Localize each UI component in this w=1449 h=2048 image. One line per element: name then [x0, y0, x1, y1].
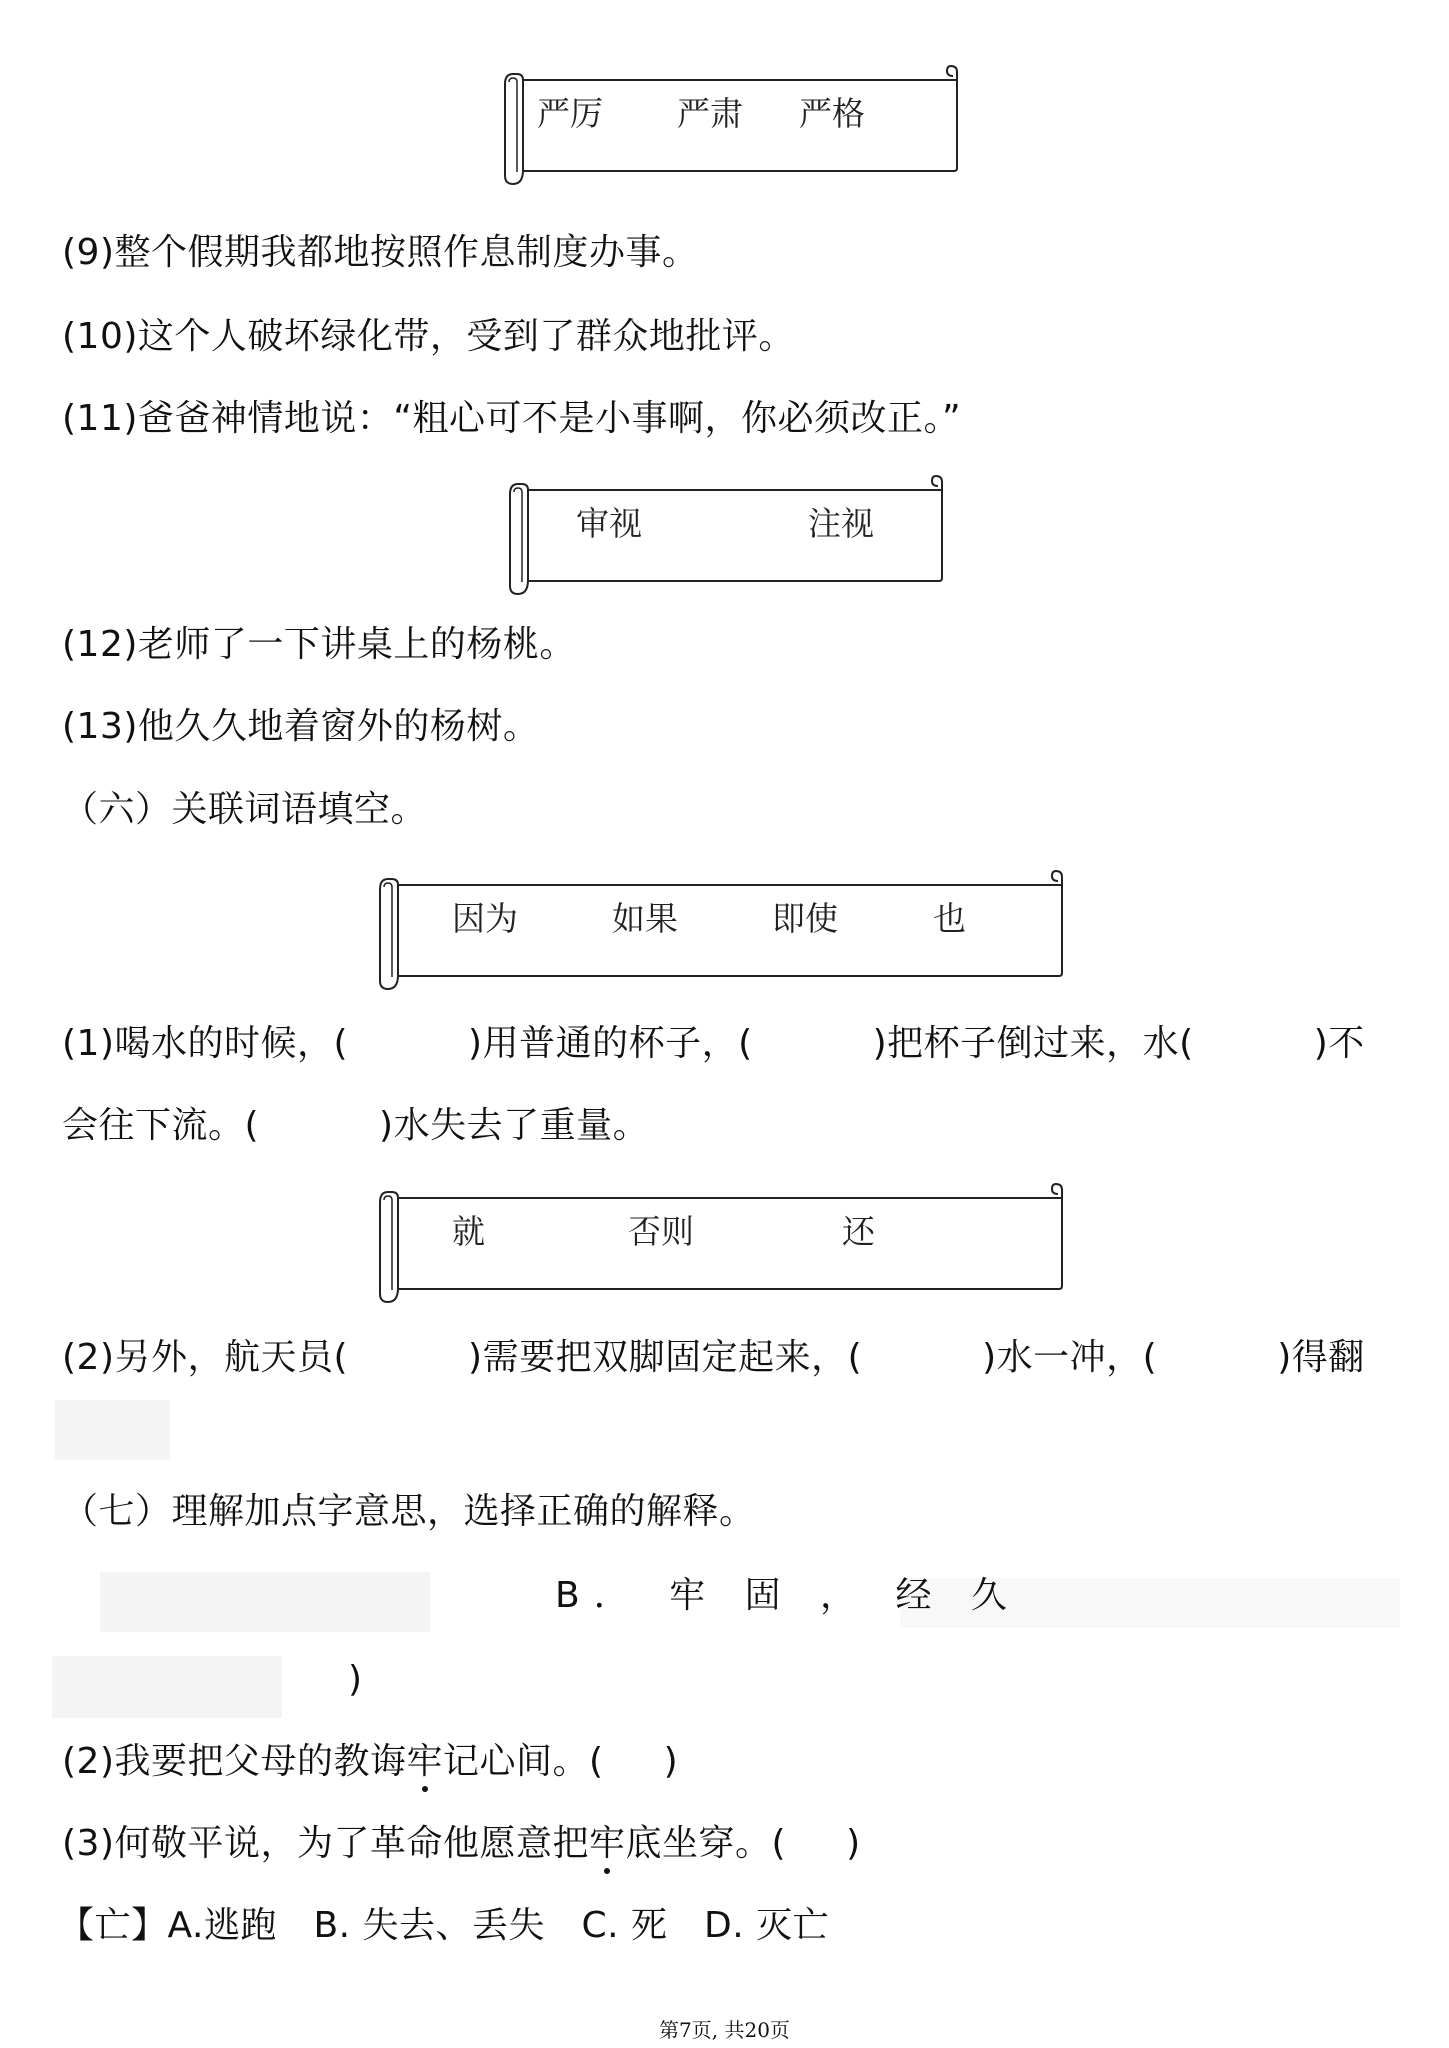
scroll-word: 因为 — [452, 899, 518, 938]
word-scroll-4 — [370, 1178, 1070, 1303]
faded-region — [52, 1656, 282, 1718]
scroll-word: 审视 — [576, 504, 642, 543]
word-scroll-1 — [495, 60, 965, 185]
scroll-word: 就 — [452, 1212, 485, 1251]
question-13: (13)他久久地着窗外的杨树。 — [62, 706, 540, 747]
word-scroll-3 — [370, 865, 1070, 990]
scroll-word: 也 — [933, 899, 966, 938]
dot-question-3: (3)何敬平说，为了革命他愿意把牢底坐穿。( ) — [62, 1820, 861, 1868]
conjunction-question-1-line1: (1)喝水的时候，( )用普通的杯子，( )把杯子倒过来，水( )不 — [62, 1023, 1365, 1064]
question-10: (10)这个人破坏绿化带，受到了群众地批评。 — [62, 316, 795, 357]
scroll-word: 严厉 — [537, 94, 603, 133]
question-9: (9)整个假期我都地按照作息制度办事。 — [62, 232, 699, 273]
question-12: (12)老师了一下讲桌上的杨桃。 — [62, 624, 576, 665]
section-7-title: （七）理解加点字意思，选择正确的解释。 — [62, 1491, 756, 1532]
dotted-character: 牢 — [589, 1820, 626, 1868]
scroll-word: 否则 — [628, 1212, 694, 1251]
scroll-word: 即使 — [772, 899, 838, 938]
closing-paren: ) — [348, 1659, 363, 1700]
section-6-title: （六）关联词语填空。 — [62, 789, 428, 830]
scroll-word: 严肃 — [677, 94, 743, 133]
dot-question-2: (2)我要把父母的教诲牢记心间。( ) — [62, 1738, 678, 1786]
scroll-word: 还 — [842, 1212, 875, 1251]
wang-options: 【亡】A.逃跑 B. 失去、丢失 C. 死 D. 灭亡 — [58, 1905, 830, 1946]
option-b: B． 牢 固 ， 经 久 — [555, 1575, 1021, 1616]
conjunction-question-2: (2)另外，航天员( )需要把双脚固定起来，( )水一冲，( )得翻 — [62, 1337, 1365, 1378]
page-footer: 第7页, 共20页 — [659, 2018, 790, 2042]
scroll-word: 严格 — [799, 94, 865, 133]
word-scroll-2 — [500, 470, 950, 595]
faded-region — [55, 1400, 170, 1460]
scroll-word: 如果 — [612, 899, 678, 938]
faded-region — [100, 1572, 430, 1632]
conjunction-question-1-line2: 会往下流。( )水失去了重量。 — [62, 1105, 650, 1146]
dotted-character: 牢 — [407, 1738, 444, 1786]
scroll-word: 注视 — [808, 504, 874, 543]
question-11: (11)爸爸神情地说：“粗心可不是小事啊，你必须改正。” — [62, 398, 962, 439]
